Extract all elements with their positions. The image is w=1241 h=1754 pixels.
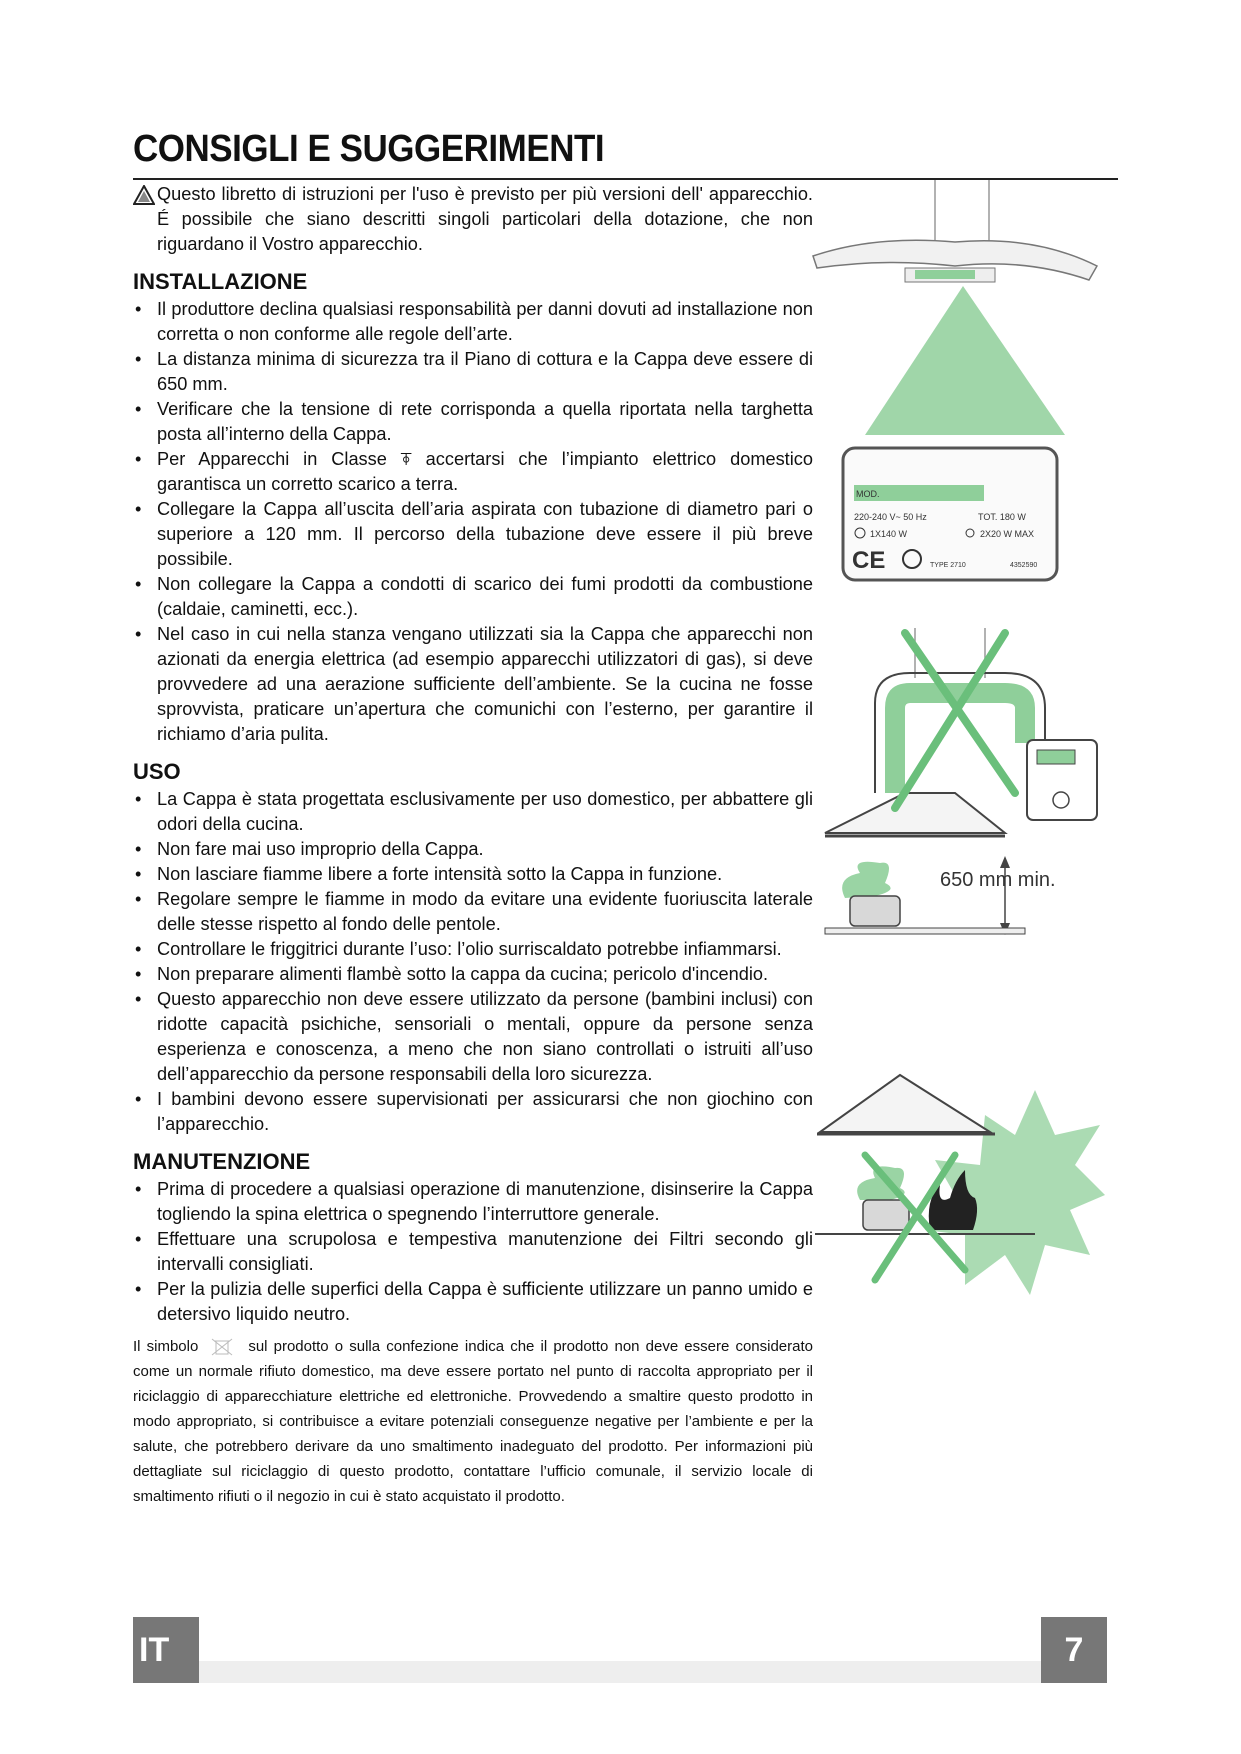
recycling-notice: Il simbolo sul prodotto o sulla confezione indica che il prodotto non deve essere considerato come un normale rifiuto domestico, ma deve essere portato nel punto di raccolta appropriato per il riciclaggio di apparecchiature elettriche ed elettroniche. Provvedendo a smaltire questo prodotto in modo appropriato, si contribuisce a evitare potenziali conseguenze negative per l’ambiente e per la salute, che potrebbero derivare da uno smaltimento inadeguato del prodotto. Per informazioni più dettagliate sul riciclaggio di questo prodotto, contattare l’ufficio comunale, il servizio locale di smaltimento rifiuti o il negozio in cui è stato acquistato il prodotto. — [133, 1338, 813, 1505]
list-item: • Controllare le friggitrici durante l’uso: l’olio surriscaldato potrebbe infiammarsi. — [135, 939, 782, 959]
list-item: • Verificare che la tensione di rete corrisponda a quella riportata nella targhetta posta all’interno della Cappa. — [135, 399, 813, 444]
footer-strip — [133, 1661, 1107, 1683]
page-footer — [133, 1617, 1107, 1683]
weee-bin-icon — [206, 1338, 240, 1356]
list-item: • Questo apparecchio non deve essere utilizzato da persone (bambini inclusi) con ridotte capacità psichiche, sensoriali o mentali, oppure da persone senza esperienza e conoscenza, a meno che non siano controllati o istruiti all’uso dell’apparecchio da persone responsabili della loro sicurezza. — [135, 989, 813, 1084]
hood-duct-prohibited-figure — [805, 628, 1105, 948]
list-item: • Effettuare una scrupolosa e tempestiva manutenzione dei Filtri secondo gli intervalli consigliati. — [135, 1229, 813, 1274]
installazione-list — [133, 297, 813, 747]
language-badge: IT — [133, 1617, 199, 1683]
plate-type: TYPE 2710 — [930, 562, 966, 569]
list-item: • Non preparare alimenti flambè sotto la cappa da cucina; pericolo d'incendio. — [135, 964, 769, 984]
page-number: 7 — [1041, 1617, 1107, 1683]
distance-label: 650 mm min. — [940, 869, 1056, 891]
list-item: • Prima di procedere a qualsiasi operazione di manutenzione, disinserire la Cappa togliendo la spina elettrica o spegnendo l’interruttore generale. — [135, 1179, 813, 1224]
list-item: • Collegare la Cappa all’uscita dell’aria aspirata con tubazione di diametro pari o superiore a 120 mm. Il percorso della tubazione deve essere il più breve possibile. — [135, 499, 813, 569]
list-item: • La distanza minima di sicurezza tra il Piano di cottura e la Cappa deve essere di 650 mm. — [135, 349, 813, 394]
rating-plate — [840, 445, 1060, 585]
list-item: • Il produttore declina qualsiasi responsabilità per danni dovuti ad installazione non corretta o non conforme alle regole dell’arte. — [135, 299, 813, 344]
page-title: CONSIGLI E SUGGERIMENTI — [133, 128, 605, 170]
list-item: • Non collegare la Cappa a condotti di scarico dei fumi prodotti da combustione (caldaie, caminetti, ecc.). — [135, 574, 813, 619]
plate-motor: 1X140 W — [870, 529, 908, 539]
plate-model: MOD. — [856, 489, 880, 499]
uso-heading: USO — [133, 759, 181, 784]
text-column — [133, 182, 813, 1327]
flame-prohibited-figure — [805, 1070, 1105, 1300]
list-item: • La Cappa è stata progettata esclusivamente per uso domestico, per abbattere gli odori della cucina. — [135, 789, 813, 834]
installazione-heading: INSTALLAZIONE — [133, 269, 308, 294]
list-item: • Regolare sempre le fiamme in modo da evitare una evidente fuoriuscita laterale delle stesse rispetto al fondo delle pentole. — [135, 889, 813, 934]
manutenzione-heading: MANUTENZIONE — [133, 1149, 311, 1174]
intro-paragraph — [133, 182, 813, 257]
list-item: • Per Apparecchi in Classe ⍕ accertarsi che l’impianto elettrico domestico garantisca un corretto scarico a terra. — [135, 449, 813, 494]
plate-lamps: 2X20 W MAX — [980, 529, 1035, 539]
ce-mark-icon: CE — [852, 547, 886, 574]
plate-code: 4352590 — [1010, 562, 1038, 569]
plate-voltage: 220-240 V~ 50 Hz — [854, 512, 927, 522]
warning-icon — [133, 185, 155, 205]
list-item: • I bambini devono essere supervisionati per assicurarsi che non giochino con l’apparecchio. — [135, 1089, 813, 1134]
list-item: • Per la pulizia delle superfici della Cappa è sufficiente utilizzare un panno umido e detersivo liquido neutro. — [135, 1279, 813, 1324]
list-item: • Nel caso in cui nella stanza vengano utilizzati sia la Cappa che apparecchi non azionati da energia elettrica (ad esempio apparecchi utilizzatori di gas), si deve provvedere ad una aerazione sufficiente dell’ambiente. Se la cucina ne fosse sprovvista, praticare un’apertura che comunichi con l’esterno, per garantire il richiamo d’aria pulita. — [135, 624, 813, 744]
list-item: • Non lasciare fiamme libere a forte intensità sotto la Cappa in funzione. — [135, 864, 723, 884]
hood-light-figure — [805, 180, 1105, 440]
manutenzione-list — [133, 1177, 813, 1327]
list-item: • Non fare mai uso improprio della Cappa. — [135, 839, 484, 859]
uso-list — [133, 787, 813, 1137]
intro-text: Questo libretto di istruzioni per l'uso è previsto per più versioni dell' apparecchio. É possibile che siano descritti singoli particolari della dotazione, che non riguardano il Vostro apparecchio. — [157, 184, 813, 254]
plate-total: TOT. 180 W — [978, 512, 1026, 522]
